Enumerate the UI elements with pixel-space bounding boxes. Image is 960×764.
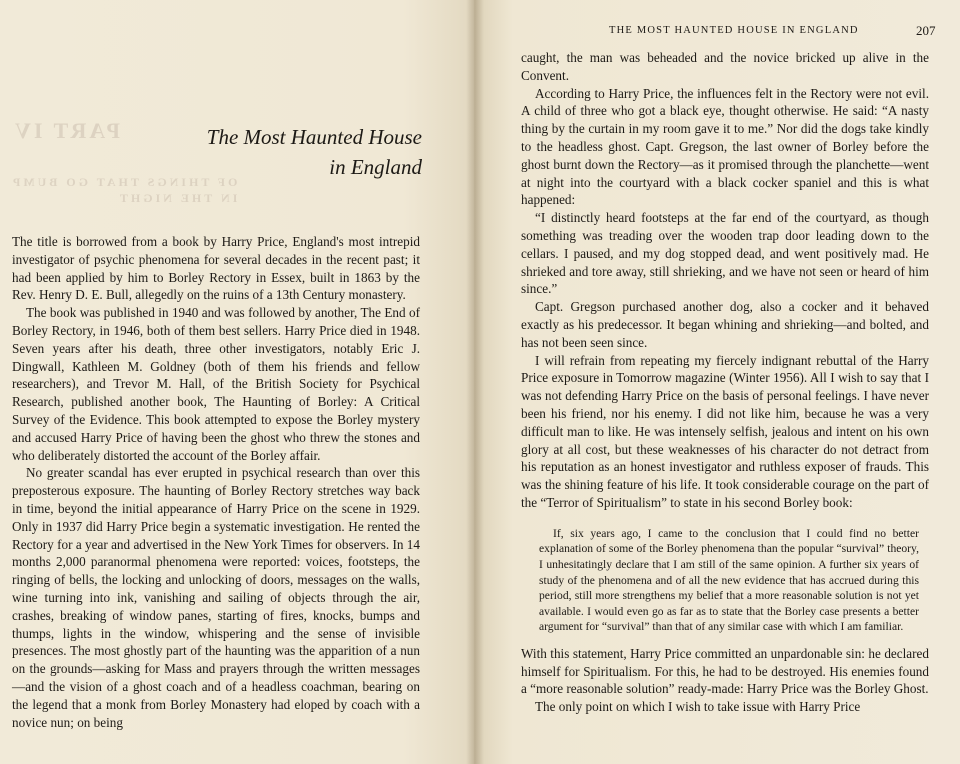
page-number: 207: [916, 23, 936, 38]
running-head: THE MOST HAUNTED HOUSE IN ENGLAND: [609, 25, 859, 36]
left-page-body: [12, 233, 420, 731]
paragraph: The book was published in 1940 and was followed by another, The End of Borley Rectory, in 1946, both of them best sellers. Harry Price died in 1948. Seven years after his death, three other investigators, notably Eric J. Dingwall, Kathleen M. Goldney (both of them his friends and fellow researchers), and Trevor M. Hall, of the British Society for Psychical Research, published another book, The Haunting of Borley: A Critical Survey of the Evidence. This book attempted to expose the Borley mystery and accused Harry Price of having been the ghost who threw the stones and who deliberately distorted the account of the Borley affair.: [12, 305, 420, 463]
chapter-title-line: in England: [329, 155, 422, 179]
right-page: [474, 0, 960, 764]
quote-text: If, six years ago, I came to the conclusion that I could find no better explanation of some of the Borley phenomena than the popular “survival” theory, I unhesitatingly declare that I am still of the same opinion. A further six years of study of the phenomena and of all the new evidence that has accrued during this period, still more strengthens my belief that a more reasonable solution is not yet available. I would even go as far as to state that the Borley case presents a better argument for “survival” than that of any similar case with which I am familiar.: [539, 526, 919, 634]
show-through-text: OF THINGS THAT GO BUMP IN THE NIGHT: [10, 175, 238, 205]
paragraph: “I distinctly heard footsteps at the far end of the courtyard, as though something was treading over the wooden trap door leading down to the cellars. I paused, and my dog stopped dead, and went positively mad. He shrieked and tore away, still shrieking, and we have not seen or heard of him since.”: [521, 210, 929, 297]
right-page-body: [521, 49, 929, 716]
paragraph: Capt. Gregson purchased another dog, also a cocker and it behaved exactly as his predecessor. It began whining and shrieking—and bolted, and has not been seen since.: [521, 299, 929, 350]
chapter-title-line: The Most Haunted House: [206, 125, 422, 149]
paragraph: The only point on which I wish to take issue with Harry Price: [535, 699, 861, 715]
block-quote: [539, 526, 919, 635]
paragraph: I will refrain from repeating my fiercely indignant rebuttal of the Harry Price exposure in Tomorrow magazine (Winter 1956). All I wish to say that I was not defending Harry Price on the basis of personal feelings. I have never been his friend, nor his enemy. I did not like him, because he was a very difficult man to like. He was intensely selfish, jealous and intent on his own glory at all cost, but these weaknesses of his character do not detract from his reputation as an honest investigator and ruthless exposer of frauds. This was the shining feature of his life. It took considerable courage on the part of the “Terror of Spiritualism” to state in his second Borley book:: [521, 352, 929, 510]
show-through-text: PART IV: [12, 118, 121, 143]
paragraph: With this statement, Harry Price committed an unpardonable sin: he declared himself for Spiritualism. For this, he had to be destroyed. His enemies found a “more reasonable solution” ready-made: Harry Price was the Borley Ghost.: [521, 645, 929, 697]
paragraph: caught, the man was beheaded and the novice bricked up alive in the Convent.: [521, 50, 929, 83]
paragraph: The title is borrowed from a book by Harry Price, England's most intrepid investigator of psychic phenomena for several decades in the recent past; it had been applied by him to Borley Rectory in Essex, built in 1863 by the Rev. Henry D. E. Bull, allegedly on the ruins of a 13th Century monastery.: [12, 234, 420, 303]
paragraph: According to Harry Price, the influences felt in the Rectory were not evil. A child of three who got a black eye, thought otherwise. He said: “A nasty thing by the curtain in my room gave it to me.” Nor did the dogs take kindly to the headless ghost. Capt. Gregson, the last owner of Borley before the ghost burnt down the Rectory—as it promised through the planchette—went at night into the courtyard with a black cocker spaniel and this is what happened:: [521, 85, 929, 208]
paragraph: No greater scandal has ever erupted in psychical research than over this preposterous exposure. The haunting of Borley Rectory stretches way back in time, beyond the initial appearance of Harry Price on the scene in 1929. Only in 1937 did Harry Price begin a systematic investigation. He rented the Rectory for a year and advertised in the New York Times for observers. In 14 months 2,000 paranormal phenomena were reported: voices, footsteps, the ringing of bells, the locking and unlocking of doors, messages on the walls, wine turning into ink, vanishing and sailing of objects through the air, crashes, breaking of window panes, starting of fires, knocks, bumps and thumps, lights in the window, whispering and the sense of invisible presences. The most ghostly part of the haunting was the apparition of a nun on the grounds—asking for Mass and prayers through the written messages—and the vision of a ghost coach and of a headless coachman, bearing on the legend that a monk from Borley Monastery had eloped by coach with a novice nun; on being: [12, 465, 420, 730]
chapter-title: [207, 122, 422, 182]
book-gutter: [466, 0, 484, 764]
left-page: [0, 0, 474, 764]
